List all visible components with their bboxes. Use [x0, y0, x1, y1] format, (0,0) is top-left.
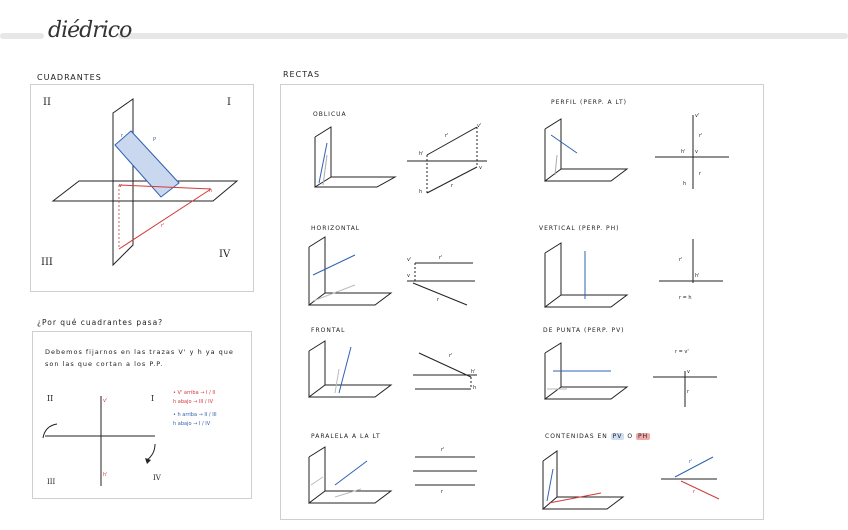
de-punta-3d	[545, 343, 627, 399]
pq-note-blue-1: • h arriba → II / III	[173, 412, 217, 418]
mark-horizontal-r: r	[437, 297, 440, 303]
contenidas-ph: PH	[637, 433, 649, 440]
mark-depunta-v: v	[687, 369, 690, 375]
frontal-3d	[309, 341, 391, 397]
title-frontal: FRONTAL	[311, 327, 346, 334]
label-r-blue: r	[121, 133, 124, 139]
pregunta-axes	[33, 332, 253, 500]
horizontal-2d	[407, 263, 475, 305]
title-horizontal: HORIZONTAL	[311, 225, 361, 232]
mark-oblicua-h: h	[419, 189, 423, 195]
vertical-3d	[545, 243, 627, 307]
mark-paralela-r: r	[441, 489, 444, 495]
quadrant-iv: IV	[219, 249, 231, 260]
quadrant-i: I	[227, 97, 231, 108]
pq-quadrant-ii: II	[47, 394, 54, 403]
mark-contenidas-rprime: r'	[689, 459, 693, 465]
header-rule-left	[0, 33, 44, 39]
rectas-drawings	[281, 85, 765, 521]
perfil-3d	[545, 119, 627, 181]
pq-quadrant-iv: IV	[153, 474, 161, 482]
pq-h-label: h'	[103, 472, 108, 478]
mark-horizontal-rprime: r'	[439, 255, 443, 261]
pq-quadrant-iii: III	[47, 478, 56, 486]
pregunta-title: ¿Por qué cuadrantes pasa?	[37, 318, 164, 327]
mark-perfil-vprime: v'	[695, 113, 700, 119]
pq-v-label: v'	[103, 398, 108, 404]
header-rule-right	[118, 33, 848, 39]
mark-paralela-rprime: r'	[441, 447, 445, 453]
horizontal-3d	[309, 237, 391, 305]
mark-vertical-hprime: h'	[695, 273, 700, 279]
mark-oblicua-vprime: v'	[477, 123, 482, 129]
mark-perfil-hprime: h'	[681, 149, 686, 155]
page-title: diédrico	[48, 18, 132, 43]
contenidas-3d	[543, 451, 623, 509]
label-h-red: h	[209, 188, 213, 194]
title-vertical: VERTICAL (PERP. PH)	[539, 225, 620, 232]
mark-perfil-r: r	[699, 171, 702, 177]
mark-horizontal-vprime: v'	[407, 257, 412, 263]
mark-perfil-h: h	[683, 181, 687, 187]
title-paralela: PARALELA A LA LT	[311, 433, 381, 440]
perfil-2d	[655, 115, 729, 189]
vertical-plane	[113, 99, 133, 265]
label-rprime-red: r'	[161, 223, 165, 229]
mark-perfil-rprime: r'	[699, 133, 703, 139]
rectas-label: RECTAS	[283, 70, 321, 79]
pq-note-red-1: • V' arriba → I / II	[173, 390, 216, 396]
title-de-punta: DE PUNTA (PERP. PV)	[543, 327, 625, 334]
mark-depunta-r: r	[687, 389, 690, 395]
paralela-3d	[309, 447, 391, 503]
title-oblicua: OBLICUA	[313, 111, 347, 118]
quadrants-diagram	[31, 85, 255, 293]
pq-note-blue-2: h abajo → I / IV	[173, 421, 211, 427]
contenidas-prefix: CONTENIDAS EN	[545, 433, 608, 440]
mark-frontal-hprime: h'	[471, 369, 476, 375]
cuadrantes-label: CUADRANTES	[37, 73, 102, 82]
cuadrantes-card	[30, 84, 254, 292]
mark-oblicua-v: v	[479, 165, 482, 171]
contenidas-o: O	[627, 433, 634, 440]
paralela-2d	[413, 457, 477, 485]
contenidas-pv: PV	[612, 433, 623, 440]
mark-oblicua-r: r	[451, 183, 454, 189]
mark-vertical-rprime: r'	[679, 257, 683, 263]
label-v-red: v	[119, 183, 122, 189]
label-p: P	[153, 137, 157, 143]
title-perfil: PERFIL (PERP. A LT)	[551, 99, 627, 106]
mark-horizontal-v: v	[407, 273, 410, 279]
pregunta-text: Debemos fijarnos en las trazas V' y h ya que son las que cortan a los P.P.	[45, 348, 234, 368]
mark-oblicua-rprime: r'	[445, 133, 449, 139]
mark-vertical-r-eq-h: r = h	[679, 295, 692, 301]
vertical-2d	[659, 239, 723, 283]
pq-quadrant-i: I	[151, 394, 155, 403]
pregunta-card	[32, 331, 252, 499]
quadrant-ii: II	[43, 97, 51, 108]
mark-depunta-r-eq-v: r = v'	[675, 349, 689, 355]
frontal-2d	[413, 353, 477, 389]
rectas-card	[280, 84, 764, 520]
mark-frontal-rprime: r'	[449, 353, 453, 359]
mark-perfil-v: v	[695, 149, 698, 155]
mark-frontal-h: h	[473, 385, 477, 391]
de-punta-2d	[653, 371, 717, 407]
mark-contenidas-r: r	[693, 489, 696, 495]
oblicua-3d	[315, 127, 395, 187]
quadrant-iii: III	[41, 257, 53, 268]
pq-note-red-2: h abajo → III / IV	[173, 399, 214, 405]
mark-oblicua-hprime: h'	[419, 151, 424, 157]
